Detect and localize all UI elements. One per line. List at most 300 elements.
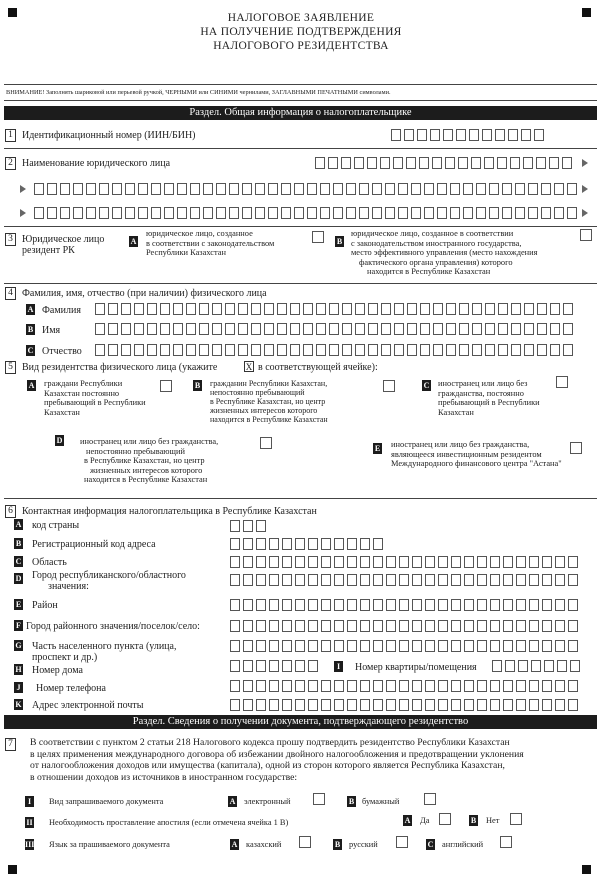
char-cell[interactable] [334,680,344,692]
char-cell[interactable] [134,303,144,315]
char-cell[interactable] [230,520,240,532]
char-cell[interactable] [451,599,461,611]
char-cell[interactable] [424,183,434,195]
char-cell[interactable] [320,207,330,219]
char-cell[interactable] [523,157,533,169]
char-cell[interactable] [542,620,552,632]
char-cell[interactable] [243,640,253,652]
char-cell[interactable] [490,699,500,711]
char-cell[interactable] [438,680,448,692]
char-cell[interactable] [360,574,370,586]
char-cell[interactable] [398,183,408,195]
char-cell[interactable] [417,129,427,141]
char-cell[interactable] [230,620,240,632]
char-cell[interactable] [308,556,318,568]
char-cell[interactable] [321,599,331,611]
char-cell[interactable] [251,323,261,335]
char-cell[interactable] [567,183,577,195]
char-cell[interactable] [268,207,278,219]
char-cell[interactable] [381,344,391,356]
char-cell[interactable] [451,556,461,568]
char-cell[interactable] [295,699,305,711]
char-cell[interactable] [451,699,461,711]
char-cell[interactable] [438,620,448,632]
char-cell[interactable] [347,556,357,568]
char-cell[interactable] [121,344,131,356]
char-cell[interactable] [562,157,572,169]
char-cell[interactable] [534,129,544,141]
char-cell[interactable] [346,183,356,195]
char-cell[interactable] [321,699,331,711]
char-cell[interactable] [498,323,508,335]
char-cell[interactable] [398,207,408,219]
char-cell[interactable] [528,183,538,195]
char-cell[interactable] [125,207,135,219]
char-cell[interactable] [542,574,552,586]
char-cell[interactable] [464,574,474,586]
char-cell[interactable] [199,323,209,335]
char-cell[interactable] [347,599,357,611]
char-cell[interactable] [542,680,552,692]
char-cell[interactable] [308,660,318,672]
char-cell[interactable] [355,303,365,315]
char-cell[interactable] [360,680,370,692]
char-cell[interactable] [386,556,396,568]
char-cell[interactable] [529,599,539,611]
char-cell[interactable] [568,574,578,586]
char-cell[interactable] [328,157,338,169]
char-cell[interactable] [386,599,396,611]
char-cell[interactable] [407,303,417,315]
char-cell[interactable] [508,129,518,141]
char-cell[interactable] [425,574,435,586]
residency-b-checkbox[interactable] [383,380,395,392]
char-cell[interactable] [420,303,430,315]
char-cell[interactable] [160,303,170,315]
char-cell[interactable] [99,207,109,219]
char-cell[interactable] [394,303,404,315]
char-cell[interactable] [242,207,252,219]
char-cell[interactable] [308,640,318,652]
char-cell[interactable] [334,699,344,711]
char-cell[interactable] [199,344,209,356]
char-cell[interactable] [367,157,377,169]
char-cell[interactable] [407,344,417,356]
char-cell[interactable] [568,599,578,611]
email-input[interactable] [230,699,581,712]
iin-input[interactable] [391,129,547,142]
char-cell[interactable] [420,323,430,335]
residency-c-checkbox[interactable] [556,376,568,388]
char-cell[interactable] [290,323,300,335]
char-cell[interactable] [472,344,482,356]
char-cell[interactable] [443,129,453,141]
char-cell[interactable] [256,556,266,568]
char-cell[interactable] [160,344,170,356]
char-cell[interactable] [282,620,292,632]
char-cell[interactable] [230,599,240,611]
char-cell[interactable] [563,323,573,335]
char-cell[interactable] [308,680,318,692]
char-cell[interactable] [549,157,559,169]
char-cell[interactable] [230,574,240,586]
company-name-input-line2[interactable] [34,183,580,196]
char-cell[interactable] [529,574,539,586]
char-cell[interactable] [529,556,539,568]
char-cell[interactable] [355,323,365,335]
char-cell[interactable] [399,620,409,632]
char-cell[interactable] [542,599,552,611]
char-cell[interactable] [320,183,330,195]
char-cell[interactable] [212,323,222,335]
char-cell[interactable] [373,538,383,550]
char-cell[interactable] [373,556,383,568]
char-cell[interactable] [490,556,500,568]
char-cell[interactable] [432,157,442,169]
char-cell[interactable] [381,323,391,335]
char-cell[interactable] [269,660,279,672]
char-cell[interactable] [269,640,279,652]
char-cell[interactable] [399,556,409,568]
char-cell[interactable] [463,207,473,219]
char-cell[interactable] [203,207,213,219]
char-cell[interactable] [406,157,416,169]
char-cell[interactable] [212,303,222,315]
char-cell[interactable] [290,344,300,356]
legal-entity-a-checkbox[interactable] [312,231,324,243]
char-cell[interactable] [386,680,396,692]
char-cell[interactable] [516,574,526,586]
char-cell[interactable] [524,303,534,315]
char-cell[interactable] [450,207,460,219]
char-cell[interactable] [386,699,396,711]
char-cell[interactable] [503,699,513,711]
english-checkbox[interactable] [500,836,512,848]
char-cell[interactable] [446,344,456,356]
char-cell[interactable] [537,323,547,335]
char-cell[interactable] [347,574,357,586]
char-cell[interactable] [563,344,573,356]
char-cell[interactable] [321,574,331,586]
char-cell[interactable] [555,620,565,632]
char-cell[interactable] [269,599,279,611]
char-cell[interactable] [173,303,183,315]
char-cell[interactable] [264,303,274,315]
char-cell[interactable] [243,680,253,692]
town-input[interactable] [230,620,581,633]
char-cell[interactable] [230,680,240,692]
char-cell[interactable] [359,207,369,219]
char-cell[interactable] [321,538,331,550]
char-cell[interactable] [243,620,253,632]
char-cell[interactable] [256,520,266,532]
char-cell[interactable] [347,680,357,692]
char-cell[interactable] [303,303,313,315]
char-cell[interactable] [177,183,187,195]
char-cell[interactable] [251,344,261,356]
char-cell[interactable] [108,344,118,356]
char-cell[interactable] [399,699,409,711]
char-cell[interactable] [277,323,287,335]
first-name-input[interactable] [95,323,576,336]
char-cell[interactable] [230,538,240,550]
char-cell[interactable] [307,207,317,219]
char-cell[interactable] [463,183,473,195]
char-cell[interactable] [412,599,422,611]
char-cell[interactable] [516,699,526,711]
char-cell[interactable] [269,556,279,568]
char-cell[interactable] [477,680,487,692]
char-cell[interactable] [550,344,560,356]
char-cell[interactable] [516,680,526,692]
char-cell[interactable] [529,699,539,711]
char-cell[interactable] [307,183,317,195]
char-cell[interactable] [264,323,274,335]
char-cell[interactable] [315,157,325,169]
char-cell[interactable] [489,183,499,195]
char-cell[interactable] [295,640,305,652]
char-cell[interactable] [243,660,253,672]
char-cell[interactable] [281,183,291,195]
char-cell[interactable] [321,556,331,568]
char-cell[interactable] [541,183,551,195]
char-cell[interactable] [360,699,370,711]
char-cell[interactable] [373,699,383,711]
char-cell[interactable] [425,620,435,632]
char-cell[interactable] [373,640,383,652]
char-cell[interactable] [464,620,474,632]
char-cell[interactable] [295,556,305,568]
char-cell[interactable] [497,157,507,169]
char-cell[interactable] [190,207,200,219]
char-cell[interactable] [570,660,580,672]
char-cell[interactable] [412,574,422,586]
char-cell[interactable] [563,303,573,315]
char-cell[interactable] [502,207,512,219]
char-cell[interactable] [112,207,122,219]
char-cell[interactable] [492,660,502,672]
char-cell[interactable] [445,157,455,169]
char-cell[interactable] [373,620,383,632]
address-code-input[interactable] [230,538,386,551]
char-cell[interactable] [386,620,396,632]
char-cell[interactable] [230,699,240,711]
phone-input[interactable] [230,680,581,693]
char-cell[interactable] [225,344,235,356]
char-cell[interactable] [134,344,144,356]
char-cell[interactable] [151,183,161,195]
char-cell[interactable] [308,538,318,550]
char-cell[interactable] [256,699,266,711]
char-cell[interactable] [86,183,96,195]
char-cell[interactable] [295,660,305,672]
char-cell[interactable] [394,323,404,335]
char-cell[interactable] [329,344,339,356]
char-cell[interactable] [424,207,434,219]
char-cell[interactable] [173,323,183,335]
char-cell[interactable] [282,599,292,611]
char-cell[interactable] [446,323,456,335]
paper-checkbox[interactable] [424,793,436,805]
residency-e-checkbox[interactable] [570,442,582,454]
char-cell[interactable] [282,538,292,550]
char-cell[interactable] [243,699,253,711]
char-cell[interactable] [482,129,492,141]
char-cell[interactable] [446,303,456,315]
char-cell[interactable] [269,620,279,632]
char-cell[interactable] [498,303,508,315]
char-cell[interactable] [216,207,226,219]
char-cell[interactable] [385,183,395,195]
char-cell[interactable] [412,680,422,692]
char-cell[interactable] [294,183,304,195]
char-cell[interactable] [147,323,157,335]
char-cell[interactable] [360,620,370,632]
char-cell[interactable] [229,183,239,195]
char-cell[interactable] [238,303,248,315]
apartment-input[interactable] [492,660,583,673]
char-cell[interactable] [264,344,274,356]
char-cell[interactable] [485,344,495,356]
char-cell[interactable] [243,599,253,611]
char-cell[interactable] [355,344,365,356]
char-cell[interactable] [464,640,474,652]
char-cell[interactable] [334,556,344,568]
char-cell[interactable] [511,303,521,315]
char-cell[interactable] [516,640,526,652]
char-cell[interactable] [316,303,326,315]
char-cell[interactable] [459,344,469,356]
char-cell[interactable] [256,538,266,550]
char-cell[interactable] [529,640,539,652]
char-cell[interactable] [386,640,396,652]
char-cell[interactable] [550,323,560,335]
char-cell[interactable] [269,574,279,586]
char-cell[interactable] [230,556,240,568]
char-cell[interactable] [333,207,343,219]
char-cell[interactable] [125,183,135,195]
char-cell[interactable] [347,699,357,711]
char-cell[interactable] [290,303,300,315]
char-cell[interactable] [542,640,552,652]
char-cell[interactable] [529,680,539,692]
char-cell[interactable] [529,620,539,632]
char-cell[interactable] [73,207,83,219]
kazakh-checkbox[interactable] [299,836,311,848]
char-cell[interactable] [108,303,118,315]
char-cell[interactable] [451,680,461,692]
char-cell[interactable] [411,207,421,219]
char-cell[interactable] [294,207,304,219]
char-cell[interactable] [243,574,253,586]
char-cell[interactable] [199,303,209,315]
char-cell[interactable] [568,640,578,652]
char-cell[interactable] [411,183,421,195]
char-cell[interactable] [321,640,331,652]
char-cell[interactable] [477,574,487,586]
char-cell[interactable] [399,574,409,586]
char-cell[interactable] [437,183,447,195]
char-cell[interactable] [372,183,382,195]
char-cell[interactable] [303,344,313,356]
char-cell[interactable] [347,640,357,652]
char-cell[interactable] [368,303,378,315]
char-cell[interactable] [419,157,429,169]
char-cell[interactable] [380,157,390,169]
char-cell[interactable] [151,207,161,219]
char-cell[interactable] [334,574,344,586]
char-cell[interactable] [433,344,443,356]
char-cell[interactable] [138,207,148,219]
char-cell[interactable] [503,599,513,611]
char-cell[interactable] [485,303,495,315]
char-cell[interactable] [225,323,235,335]
char-cell[interactable] [524,344,534,356]
char-cell[interactable] [112,183,122,195]
char-cell[interactable] [490,620,500,632]
char-cell[interactable] [342,303,352,315]
char-cell[interactable] [476,183,486,195]
char-cell[interactable] [537,303,547,315]
char-cell[interactable] [502,183,512,195]
residency-d-checkbox[interactable] [260,437,272,449]
char-cell[interactable] [334,538,344,550]
char-cell[interactable] [544,660,554,672]
char-cell[interactable] [511,344,521,356]
char-cell[interactable] [438,556,448,568]
char-cell[interactable] [469,129,479,141]
house-number-input[interactable] [230,660,321,673]
char-cell[interactable] [438,699,448,711]
char-cell[interactable] [568,556,578,568]
char-cell[interactable] [34,183,44,195]
char-cell[interactable] [256,574,266,586]
char-cell[interactable] [490,574,500,586]
char-cell[interactable] [477,599,487,611]
char-cell[interactable] [484,157,494,169]
char-cell[interactable] [73,183,83,195]
char-cell[interactable] [277,303,287,315]
char-cell[interactable] [308,699,318,711]
char-cell[interactable] [373,574,383,586]
char-cell[interactable] [372,207,382,219]
char-cell[interactable] [238,323,248,335]
char-cell[interactable] [360,640,370,652]
char-cell[interactable] [333,183,343,195]
char-cell[interactable] [516,556,526,568]
char-cell[interactable] [476,207,486,219]
char-cell[interactable] [542,699,552,711]
char-cell[interactable] [368,344,378,356]
apostille-yes-checkbox[interactable] [439,813,451,825]
char-cell[interactable] [472,303,482,315]
char-cell[interactable] [256,620,266,632]
char-cell[interactable] [399,640,409,652]
char-cell[interactable] [86,207,96,219]
char-cell[interactable] [458,157,468,169]
char-cell[interactable] [164,207,174,219]
residency-a-checkbox[interactable] [160,380,172,392]
char-cell[interactable] [346,207,356,219]
char-cell[interactable] [555,599,565,611]
char-cell[interactable] [334,620,344,632]
char-cell[interactable] [295,680,305,692]
char-cell[interactable] [216,183,226,195]
char-cell[interactable] [321,680,331,692]
char-cell[interactable] [567,207,577,219]
char-cell[interactable] [255,207,265,219]
char-cell[interactable] [438,640,448,652]
